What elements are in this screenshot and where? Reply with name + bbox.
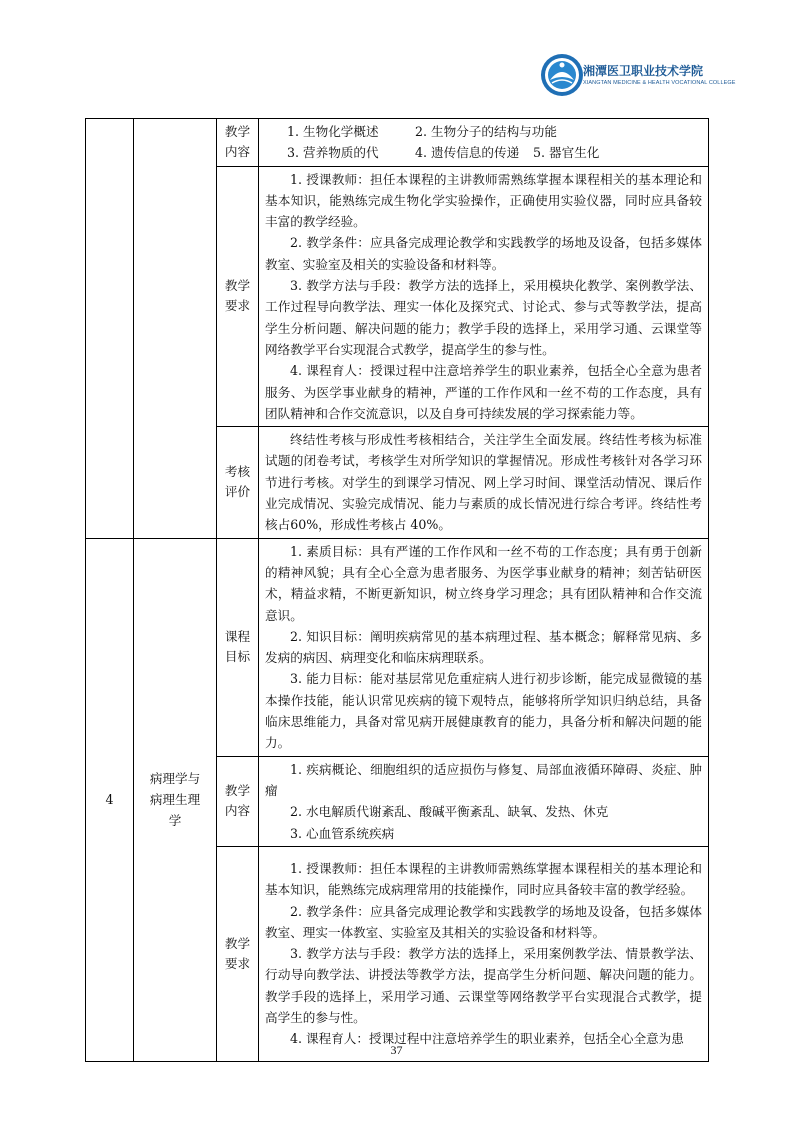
content-cell <box>259 756 709 846</box>
paragraph: 2. 知识目标：阐明疾病常见的基本病理过程、基本概念；解释常见病、多发病的病因、病理变化和临床病理联系。 <box>265 628 702 666</box>
paragraph: 终结性考核与形成性考核相结合，关注学生全面发展。终结性考核为标准试题的闭卷考试，考核学生对所学知识的掌握情况。形成性考核针对各学习环节进行考核。对学生的到课学习情况、网上学习时间、课堂活动情况、课后作业完成情况、实验完成情况、能力与素质的成长情况进行综合考评。终结性考核占60%，形成性考核占 40%。 <box>265 432 702 533</box>
content-cell <box>259 119 709 167</box>
college-name-en: XIANGTAN MEDICINE & HEALTH VOCATIONAL COLLEGE <box>583 80 736 86</box>
table-row <box>86 538 709 756</box>
row-label: 课程 目标 <box>217 538 259 756</box>
paragraph: 4. 课程育人：授课过程中注意培养学生的职业素养，包括全心全意为患者服务、为医学事业献身的精神，严谨的工作作风和一丝不苟的工作态度，具有团队精神和合作交流意识，以及自身可持续发展的学习探索能力等。 <box>265 363 702 421</box>
paragraph: 3. 能力目标：能对基层常见危重症病人进行初步诊断，能完成显微镜的基本操作技能，能认识常见疾病的镜下观特点，能够将所学知识归纳总结，具备临床思维能力，具备对常见病开展健康教育的能力，具备分析和解决问题的能力。 <box>265 671 702 751</box>
row-label: 教学 要求 <box>217 846 259 1061</box>
curriculum-table <box>85 118 709 1062</box>
row-label: 教学 内容 <box>217 756 259 846</box>
row-label: 考核 评价 <box>217 427 259 538</box>
content-cell <box>259 846 709 1061</box>
list-item: 4. 遗传信息的传递 <box>415 145 520 161</box>
paragraph: 3. 教学方法与手段：教学方法的选择上，采用模块化教学、案例教学法、工作过程导向教学法、理实一体化及探究式、讨论式、参与式等教学法，提高学生分析问题、解决问题的能力；教学手段的选择上，采用学习通、云课堂等网络教学平台实现混合式教学，提高学生的参与性。 <box>265 278 702 357</box>
paragraph: 2. 教学条件：应具备完成理论教学和实践教学的场地及设备，包括多媒体教室、理实一体教室、实验室及其相关的实验设备和材料等。 <box>265 903 702 940</box>
list-item: 3. 营养物质的代 <box>287 145 379 161</box>
paragraph: 1. 疾病概论、细胞组织的适应损伤与修复、局部血液循环障碍、炎症、肿瘤 <box>265 761 702 798</box>
list-item: 5. 器官生化 <box>533 145 600 161</box>
course-name-cell <box>134 119 217 539</box>
table-row <box>86 119 709 167</box>
content-cell <box>259 538 709 756</box>
paragraph: 2. 教学条件：应具备完成理论教学和实践教学的场地及设备，包括多媒体教室、实验室及相关的实验设备和材料等。 <box>265 235 702 272</box>
paragraph: 1. 授课教师：担任本课程的主讲教师需熟练掌握本课程相关的基本理论和基本知识，能熟练完成病理常用的技能操作，同时应具备较丰富的教学经验。 <box>265 860 702 898</box>
paragraph: 3. 教学方法与手段：教学方法的选择上，采用案例教学法、情景教学法、行动导向教学法、讲授法等教学方法，提高学生分析问题、解决问题的能力。教学手段的选择上，采用学习通、云课堂等网络教学平台实现混合式教学，提高学生的参与性。 <box>265 946 702 1026</box>
paragraph: 3. 心血管系统疾病 <box>290 825 395 841</box>
content-cell <box>259 427 709 538</box>
course-name: 病理学与 病理生理 学 <box>134 538 217 1061</box>
paragraph: 1. 授课教师：担任本课程的主讲教师需熟练掌握本课程相关的基本理论和基本知识，能熟练完成生物化学实验操作，正确使用实验仪器，同时应具备较丰富的教学经验。 <box>265 171 702 230</box>
list-item: 2. 生物分子的结构与功能 <box>415 124 557 139</box>
row-label: 教学 内容 <box>217 119 259 167</box>
content-cell <box>259 166 709 427</box>
paragraph: 2. 水电解质代谢紊乱、酸碱平衡紊乱、缺氧、发热、休克 <box>290 804 609 820</box>
list-item: 1. 生物化学概述 <box>287 124 379 139</box>
page-number: 37 <box>390 1043 403 1057</box>
paragraph: 4. 课程育人：授课过程中注意培养学生的职业素养，包括全心全意为患 <box>290 1031 684 1047</box>
course-number-cell <box>86 119 134 539</box>
college-name: 湘潭医卫职业技术学院 <box>583 64 704 78</box>
course-number: 4 <box>86 538 134 1061</box>
paragraph: 1. 素质目标：具有严谨的工作作风和一丝不苟的工作态度；具有勇于创新的精神风貌；具有全心全意为患者服务、为医学事业献身的精神；刻苦钻研医术，精益求精，不断更新知识，树立终身学习理念；具有团队精神和合作交流意识。 <box>265 543 702 623</box>
row-label: 教学 要求 <box>217 166 259 427</box>
